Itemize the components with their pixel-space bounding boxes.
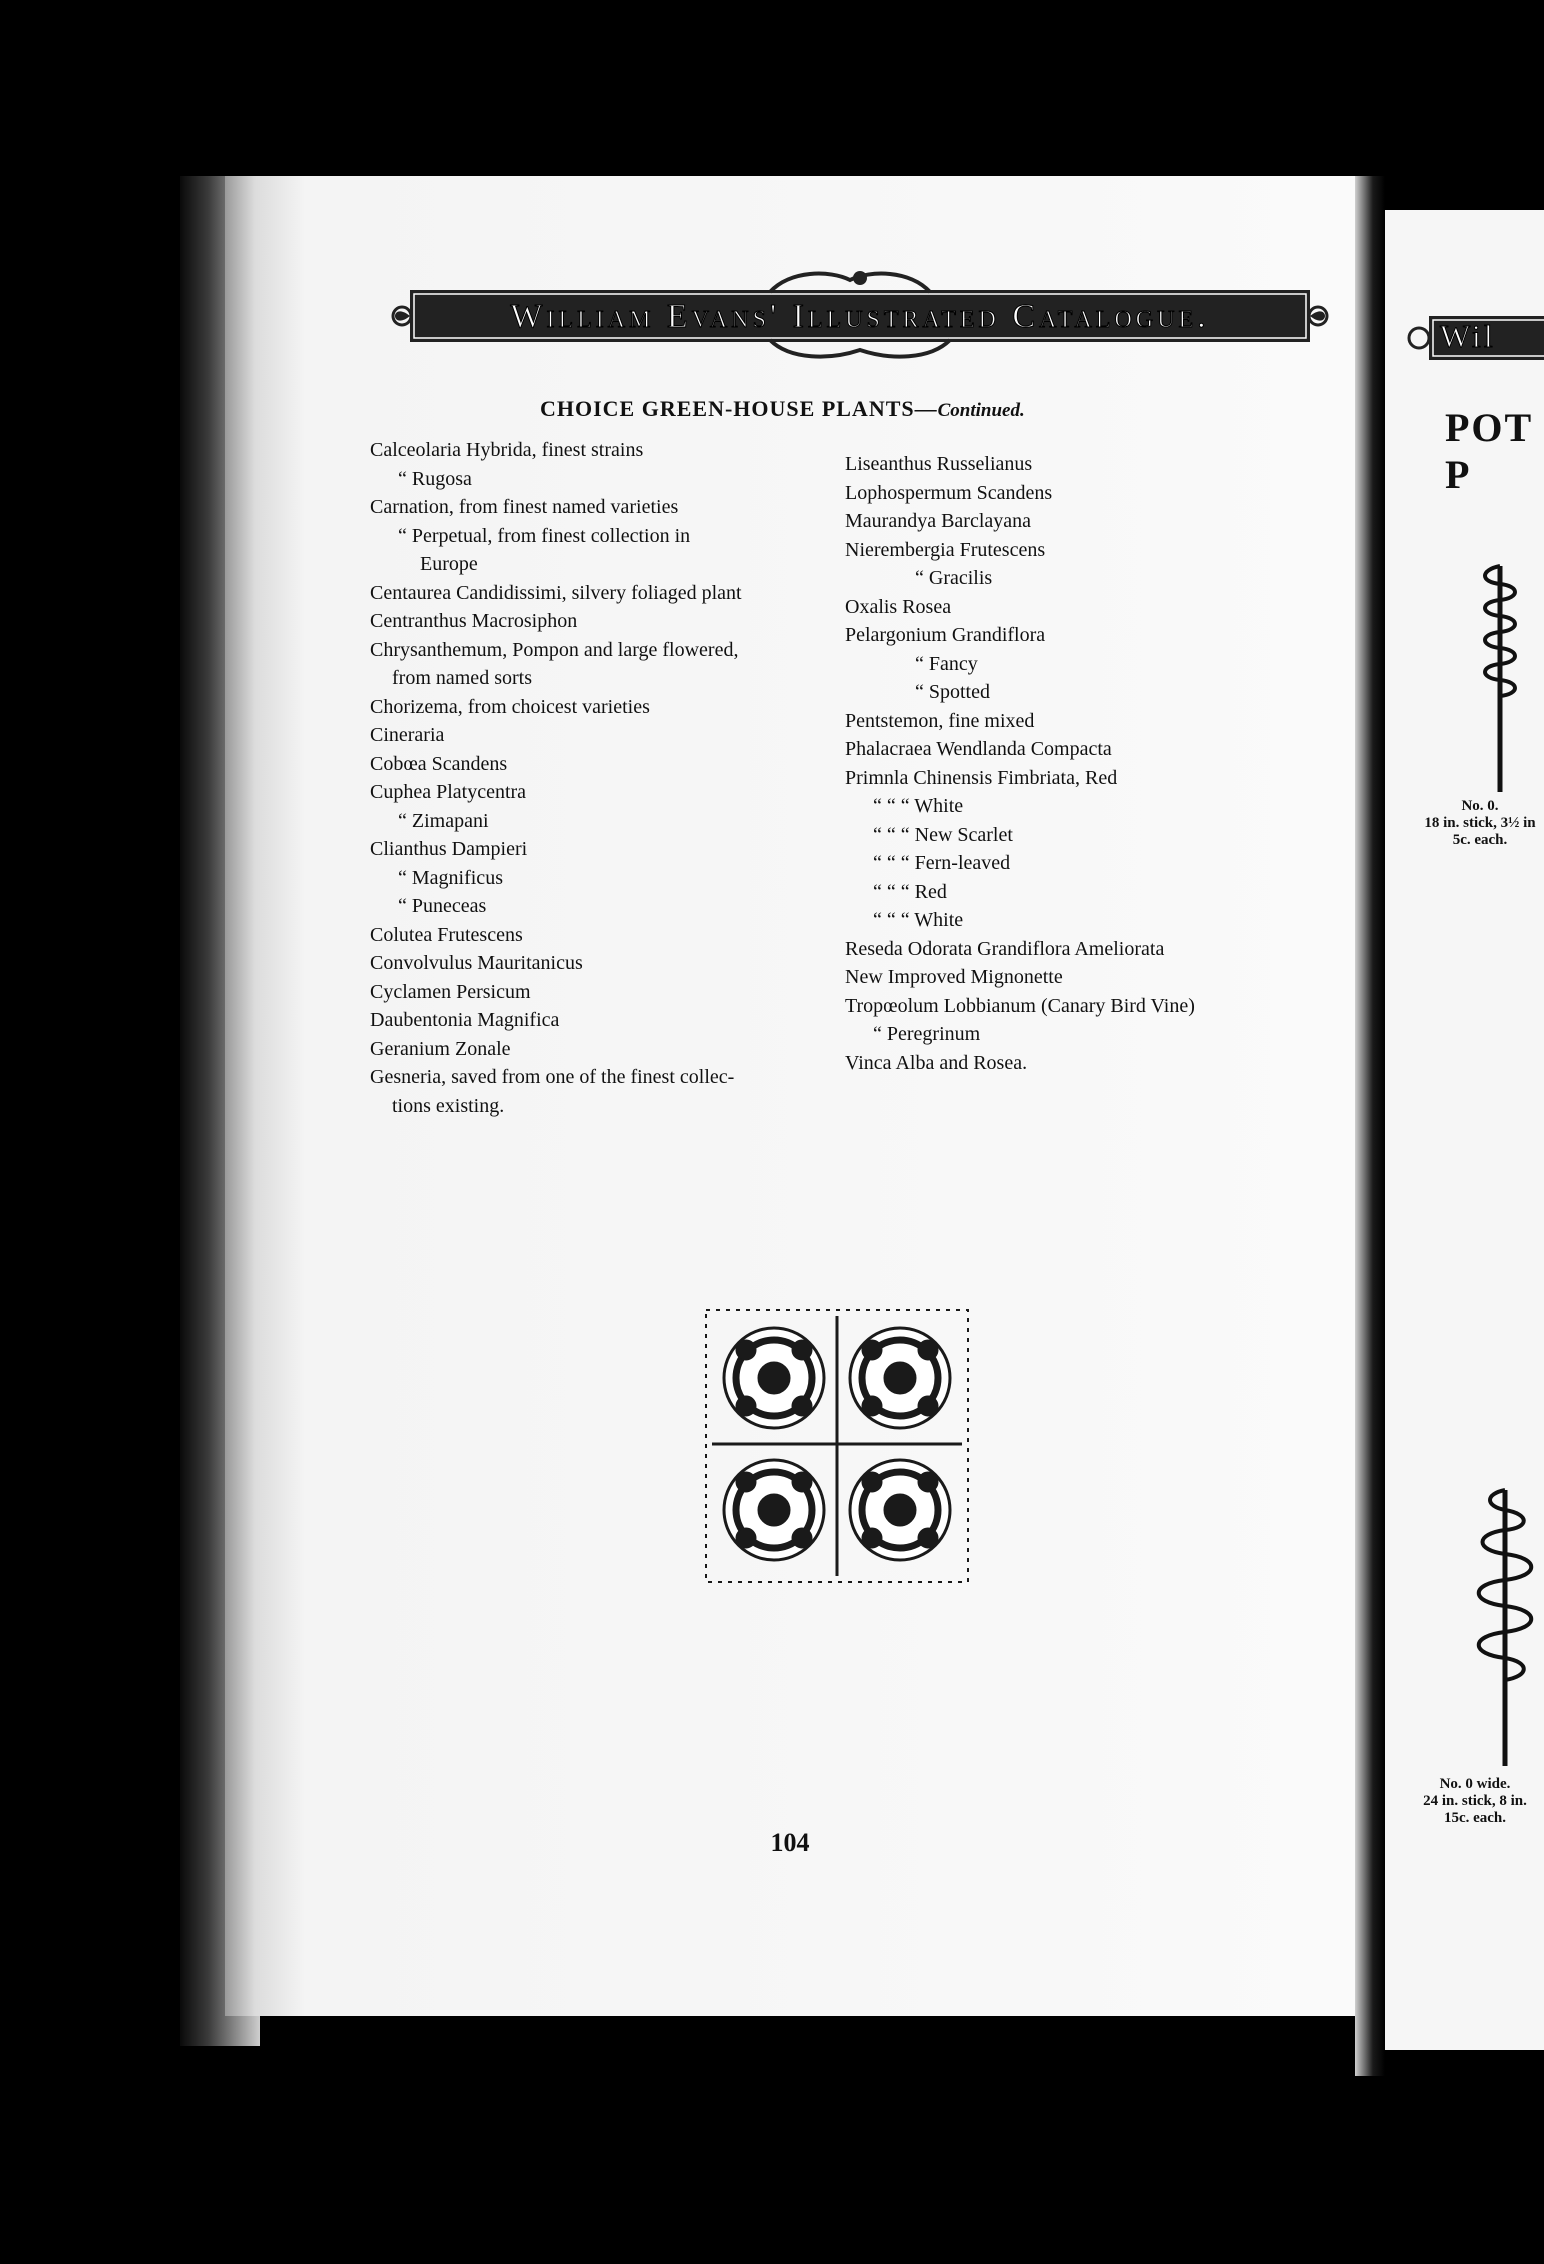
plant-name: “ Magnificus bbox=[398, 866, 503, 889]
plant-list-item bbox=[845, 479, 1285, 508]
plant-list-item bbox=[845, 906, 1285, 935]
plant-list-item bbox=[370, 978, 850, 1007]
plant-list-item bbox=[370, 1006, 850, 1035]
plant-name: “ “ “ White bbox=[873, 909, 964, 931]
plant-name: Phalacraea Wendlanda Compacta bbox=[845, 738, 1112, 760]
plant-list-item bbox=[370, 1035, 850, 1064]
plant-name: Liseanthus Russelianus bbox=[845, 453, 1033, 475]
plant-name: Carnation, from finest named varieties bbox=[370, 496, 679, 518]
plant-name: Gesneria, saved from one of the finest collec- bbox=[370, 1066, 735, 1088]
plant-list-item bbox=[370, 636, 850, 693]
section-title-text: CHOICE GREEN-HOUSE PLANTS— bbox=[540, 396, 938, 421]
plant-name: Primnla Chinensis Fimbriata, Red bbox=[845, 766, 1118, 789]
plant-stake-icon bbox=[1460, 1480, 1544, 1770]
plant-list-item bbox=[845, 849, 1285, 878]
page-number: 104 bbox=[770, 1828, 810, 1857]
plant-list-item bbox=[370, 579, 850, 608]
right-page-caption-1 bbox=[1400, 798, 1544, 849]
plant-list-item bbox=[845, 450, 1285, 479]
plant-list-item bbox=[370, 835, 850, 864]
plant-name: Centranthus Macrosiphon bbox=[370, 610, 578, 632]
plant-list-item bbox=[370, 892, 850, 921]
caption-line: 18 in. stick, 3½ in bbox=[1424, 815, 1536, 831]
plant-name: “ Spotted bbox=[915, 681, 990, 703]
banner-title: William Evans' Illustrated Catalogue. bbox=[510, 298, 1210, 335]
plant-list-item bbox=[370, 721, 850, 750]
caption-line: No. 0. bbox=[1461, 798, 1499, 814]
plant-list-item bbox=[845, 821, 1285, 850]
plant-list-item bbox=[370, 436, 850, 465]
right-page-banner-title: Wil bbox=[1440, 318, 1496, 354]
plant-name: Oxalis Rosea bbox=[845, 595, 952, 618]
plant-name: Cineraria bbox=[370, 724, 445, 746]
plant-list-item bbox=[370, 465, 850, 494]
plant-list-item bbox=[845, 992, 1285, 1021]
section-title bbox=[540, 396, 1260, 422]
plant-name: Cyclamen Persicum bbox=[370, 980, 531, 1003]
plant-name: Pentstemon, fine mixed bbox=[845, 709, 1035, 732]
plant-list-item bbox=[845, 1049, 1285, 1078]
right-page-title: POT P bbox=[1445, 405, 1533, 497]
plant-list-item bbox=[845, 792, 1285, 821]
plant-list-item bbox=[370, 1063, 850, 1120]
caption-line: 5c. each. bbox=[1452, 832, 1508, 848]
plant-name-continuation: Europe bbox=[420, 553, 478, 575]
plant-name: Clianthus Dampieri bbox=[370, 838, 528, 860]
plant-list-item bbox=[370, 607, 850, 636]
plant-list-right-column bbox=[845, 450, 1285, 1077]
plant-list-item bbox=[845, 564, 1285, 593]
floral-ornament-icon bbox=[692, 1296, 982, 1596]
plant-name: Vinca Alba and Rosea. bbox=[845, 1051, 1028, 1074]
plant-name: Chrysanthemum, Pompon and large flowered, bbox=[370, 638, 739, 661]
plant-list-left-column bbox=[370, 436, 850, 1120]
caption-line: 24 in. stick, 8 in. bbox=[1423, 1793, 1527, 1809]
plant-list-item bbox=[845, 650, 1285, 679]
plant-name: Daubentonia Magnifica bbox=[370, 1009, 560, 1031]
plant-list-item bbox=[845, 507, 1285, 536]
plant-name: “ Fancy bbox=[915, 652, 978, 675]
plant-name: Centaurea Candidissimi, silvery foliaged plant bbox=[370, 581, 742, 604]
plant-name: Reseda Odorata Grandiflora Ameliorata bbox=[845, 937, 1165, 960]
plant-list-item bbox=[845, 536, 1285, 565]
plant-list-item bbox=[370, 493, 850, 522]
caption-line: 15c. each. bbox=[1443, 1810, 1507, 1826]
plant-name: Geranium Zonale bbox=[370, 1037, 511, 1060]
caption-line: No. 0 wide. bbox=[1439, 1776, 1511, 1792]
plant-name: “ Peregrinum bbox=[873, 1023, 981, 1045]
plant-name: Tropœolum Lobbianum (Canary Bird Vine) bbox=[845, 994, 1195, 1017]
plant-list-item bbox=[370, 807, 850, 836]
plant-list-item bbox=[845, 764, 1285, 793]
plant-list-item bbox=[370, 522, 850, 579]
plant-list-item bbox=[845, 963, 1285, 992]
plant-name: Colutea Frutescens bbox=[370, 923, 523, 946]
plant-list-item bbox=[845, 878, 1285, 907]
plant-name: “ Puneceas bbox=[398, 895, 487, 917]
plant-list-item bbox=[845, 593, 1285, 622]
plant-name: Cuphea Platycentra bbox=[370, 781, 527, 803]
plant-name: “ Perpetual, from finest collection in bbox=[398, 524, 691, 547]
plant-stake-icon bbox=[1470, 556, 1530, 796]
plant-list-item bbox=[845, 621, 1285, 650]
plant-list-item bbox=[845, 707, 1285, 736]
plant-list-item bbox=[845, 735, 1285, 764]
catalogue-header-banner bbox=[390, 270, 1330, 360]
plant-name: “ “ “ Red bbox=[873, 880, 947, 903]
plant-name: “ Rugosa bbox=[398, 467, 472, 490]
plant-name: Calceolaria Hybrida, finest strains bbox=[370, 439, 644, 461]
plant-list-item bbox=[370, 864, 850, 893]
plant-name: Pelargonium Grandiflora bbox=[845, 624, 1046, 646]
plant-list-item bbox=[845, 678, 1285, 707]
plant-name: Maurandya Barclayana bbox=[845, 510, 1032, 532]
plant-name: “ “ “ Fern-leaved bbox=[873, 852, 1011, 874]
plant-name-continuation: from named sorts bbox=[392, 667, 532, 689]
plant-list-item bbox=[845, 1020, 1285, 1049]
section-continued-label: Continued. bbox=[937, 400, 1025, 421]
plant-list-item bbox=[370, 750, 850, 779]
book-gutter bbox=[1355, 176, 1385, 2076]
plant-name: Nierembergia Frutescens bbox=[845, 538, 1046, 561]
plant-list-item bbox=[370, 778, 850, 807]
plant-list-item bbox=[370, 949, 850, 978]
plant-name: Chorizema, from choicest varieties bbox=[370, 695, 650, 718]
plant-name-continuation: tions existing. bbox=[392, 1094, 505, 1117]
plant-name: “ “ “ White bbox=[873, 795, 964, 817]
plant-name: Convolvulus Mauritanicus bbox=[370, 952, 583, 974]
plant-name: Cobœa Scandens bbox=[370, 752, 508, 775]
plant-list-item bbox=[370, 921, 850, 950]
plant-name: “ Gracilis bbox=[915, 567, 993, 589]
plant-list-item bbox=[370, 693, 850, 722]
plant-name: New Improved Mignonette bbox=[845, 966, 1063, 988]
right-page-caption-2 bbox=[1390, 1776, 1544, 1827]
plant-list-item bbox=[845, 935, 1285, 964]
plant-name: Lophospermum Scandens bbox=[845, 481, 1053, 504]
plant-name: “ “ “ New Scarlet bbox=[873, 823, 1013, 846]
plant-name: “ Zimapani bbox=[398, 809, 489, 832]
